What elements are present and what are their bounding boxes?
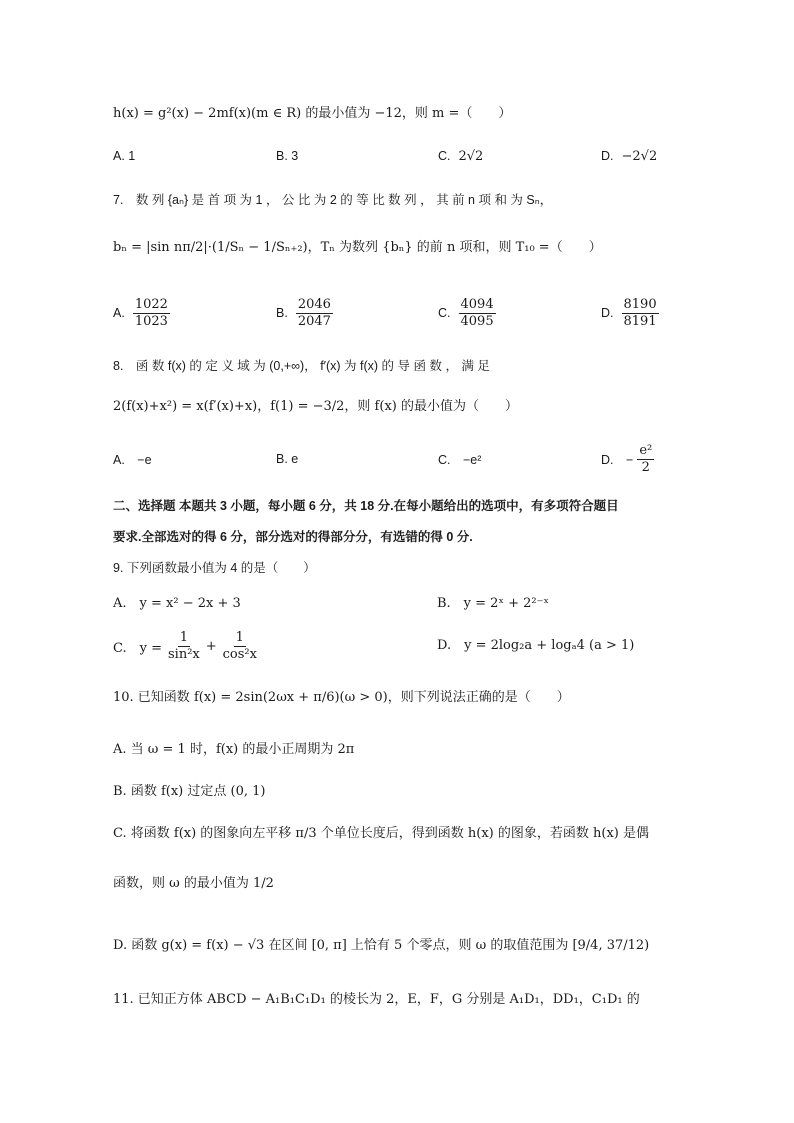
q10-option-a: A. 当 ω = 1 时，f(x) 的最小正周期为 2π bbox=[113, 742, 355, 757]
q7-option-d-num: 8190 bbox=[623, 296, 657, 312]
q8-option-d-den: 2 bbox=[641, 459, 650, 475]
q7-option-a-label: A. bbox=[113, 306, 125, 320]
q7-option-d-fraction bbox=[622, 297, 659, 330]
q9-c-f2-num: 1 bbox=[235, 629, 244, 645]
q7-option-b-den: 2047 bbox=[297, 313, 331, 329]
q7-option-c-fraction bbox=[459, 297, 496, 330]
question-8-line-1: 8. 函 数 f(x) 的 定 义 域 为 (0,+∞)， f′(x) 为 f(x) 的 导 函 数 ， 满 足 bbox=[113, 359, 490, 373]
question-9-stem: 9. 下列函数最小值为 4 的是（ ） bbox=[113, 561, 316, 575]
question-11-stem: 11. 已知正方体 ABCD − A₁B₁C₁D₁ 的棱长为 2，E，F，G 分别是 A₁D₁，DD₁，C₁D₁ 的 bbox=[113, 992, 640, 1007]
question-6-options bbox=[113, 136, 683, 176]
q7-option-a-fraction bbox=[133, 297, 170, 330]
q7-option-b-label: B. bbox=[276, 306, 288, 320]
q7-option-c-num: 4094 bbox=[460, 296, 494, 312]
q10-option-b: B. 函数 f(x) 过定点 (0, 1) bbox=[113, 784, 266, 799]
q7-option-d-den: 8191 bbox=[623, 313, 657, 329]
question-7-line-2: bₙ = |sin nπ/2|·(1/Sₙ − 1/Sₙ₊₂)，Tₙ 为数列 {bₙ} 的前 n 项和，则 T₁₀ =（ ） bbox=[113, 240, 602, 255]
q9-option-c bbox=[113, 624, 413, 668]
q8-option-d-fraction bbox=[637, 443, 654, 476]
q10-option-c-line-2: 函数，则 ω 的最小值为 1/2 bbox=[113, 876, 274, 891]
q9-c-f1-num: 1 bbox=[179, 629, 189, 645]
q7-option-b-fraction bbox=[296, 297, 333, 330]
question-10-stem: 10. 已知函数 f(x) = 2sin(2ωx + π/6)(ω > 0)，则下列说法正确的是（ ） bbox=[113, 690, 570, 705]
q9-option-c-plus: + bbox=[205, 638, 217, 654]
q7-option-d-label: D. bbox=[601, 306, 614, 320]
q6-option-a: A. 1 bbox=[113, 149, 136, 163]
q7-option-a-den: 1023 bbox=[134, 313, 168, 329]
q6-option-c-value: 2√2 bbox=[458, 148, 484, 164]
q10-option-c-line-1: C. 将函数 f(x) 的图象向左平移 π/3 个单位长度后，得到函数 h(x) 的图象，若函数 h(x) 是偶 bbox=[113, 826, 649, 841]
q9-option-d: D. y = 2log₂a + logₐ4 (a > 1) bbox=[437, 638, 635, 653]
q9-option-c-fraction-1 bbox=[166, 630, 202, 663]
question-7-line-1: 7. 数 列 {aₙ} 是 首 项 为 1 ， 公 比 为 2 的 等 比 数 列 ， 其 前 n 项 和 为 Sₙ， bbox=[113, 193, 553, 207]
question-7-options bbox=[113, 290, 683, 336]
q9-c-f1-den: sin²x bbox=[168, 646, 200, 662]
q9-option-b: B. y = 2ˣ + 2²⁻ˣ bbox=[437, 596, 549, 611]
q7-option-b-num: 2046 bbox=[297, 296, 331, 312]
q9-option-c-label: C. y = bbox=[113, 640, 162, 656]
question-6-tail: h(x) = g²(x) − 2mf(x)(m ∈ R) 的最小值为 −12，则 m =（ ） bbox=[113, 106, 512, 121]
q6-option-d-label: D. bbox=[601, 149, 614, 163]
q9-option-a: A. y = x² − 2x + 3 bbox=[113, 596, 241, 611]
question-8-options bbox=[113, 436, 683, 482]
q6-option-d-value: −2√2 bbox=[621, 148, 658, 164]
q6-option-c-label: C. bbox=[438, 149, 451, 163]
q8-option-d-label: D. − bbox=[601, 453, 634, 467]
q8-option-a: A. −e bbox=[113, 453, 152, 467]
question-8-line-2: 2(f(x)+x²) = x(f′(x)+x)，f(1) = −3/2，则 f(x) 的最小值为（ ） bbox=[113, 399, 518, 414]
q6-option-b: B. 3 bbox=[276, 149, 299, 163]
q10-option-d: D. 函数 g(x) = f(x) − √3 在区间 [0, π] 上恰有 5 个零点，则 ω 的取值范围为 [9/4, 37/12) bbox=[113, 938, 650, 953]
q8-option-c: C. −e² bbox=[438, 453, 482, 467]
q9-c-f2-den: cos²x bbox=[222, 646, 257, 662]
q7-option-c-label: C. bbox=[438, 306, 451, 320]
q8-option-d-num: e² bbox=[639, 442, 653, 458]
q8-option-b: B. e bbox=[276, 452, 299, 466]
q9-option-c-fraction-2 bbox=[221, 630, 259, 663]
q7-option-a-num: 1022 bbox=[134, 296, 168, 312]
section-2-heading: 二、选择题 本题共 3 小题，每小题 6 分，共 18 分.在每小题给出的选项中，有多项符合题目 bbox=[113, 499, 619, 513]
section-2-instructions: 要求.全部选对的得 6 分，部分选对的得部分分，有选错的得 0 分. bbox=[113, 530, 473, 544]
q7-option-c-den: 4095 bbox=[460, 313, 494, 329]
